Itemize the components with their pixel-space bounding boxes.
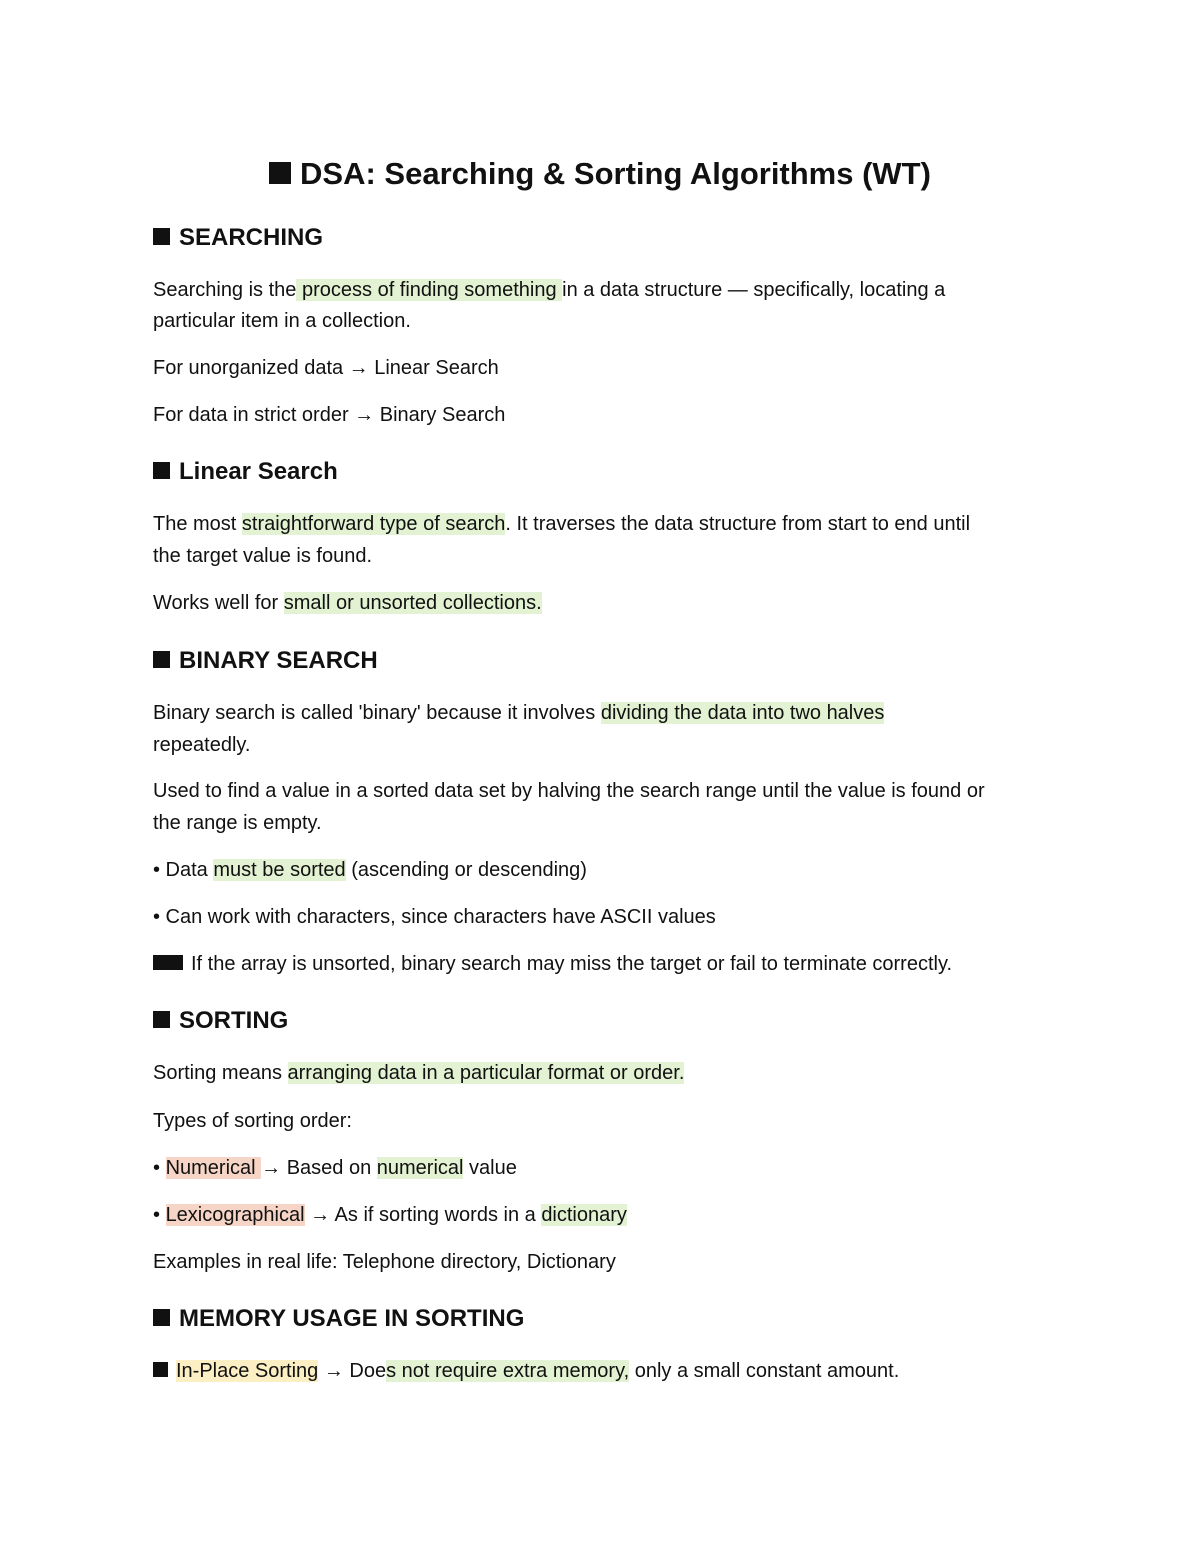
binary-bullet-2: • Can work with characters, since characters have ASCII values	[153, 906, 716, 928]
sorting-paragraph-2: Types of sorting order:	[153, 1110, 352, 1132]
heading-binary-search: BINARY SEARCH	[153, 646, 378, 676]
sorting-bullet-1: • Numerical → Based on numerical value	[153, 1157, 517, 1179]
highlight: In-Place Sorting	[176, 1360, 319, 1382]
linear-paragraph-1-line-1: The most straightforward type of search. It traverses the data structure from start to end until	[153, 513, 971, 535]
highlight: process of finding something	[296, 279, 563, 301]
linear-paragraph-2: Works well for small or unsorted collections.	[153, 592, 542, 614]
highlight: numerical	[376, 1157, 464, 1179]
searching-paragraph-3: For data in strict order → Binary Search	[153, 404, 506, 426]
linear-paragraph-1-line-2: the target value is found.	[153, 545, 373, 567]
square-icon	[153, 1011, 170, 1028]
sorting-paragraph-3: Examples in real life: Telephone directory, Dictionary	[153, 1251, 616, 1273]
memory-paragraph-1: In-Place Sorting → Does not require extra memory, only a small constant amount.	[153, 1355, 899, 1387]
square-icon	[153, 228, 170, 245]
square-icon	[153, 462, 170, 479]
highlight: dividing the data into two halves	[600, 702, 885, 724]
heading-memory-usage: MEMORY USAGE IN SORTING	[153, 1304, 524, 1334]
highlight: arranging data in a particular format or order.	[287, 1062, 685, 1084]
highlight: s not require extra memory,	[386, 1360, 630, 1382]
square-icon	[153, 651, 170, 668]
heading-searching: SEARCHING	[153, 223, 323, 253]
searching-paragraph-1-line-2: particular item in a collection.	[153, 310, 411, 332]
title-text: DSA: Searching & Sorting Algorithms (WT)	[300, 156, 931, 191]
binary-paragraph-1-line-1: Binary search is called 'binary' because it involves dividing the data into two halves	[153, 702, 885, 724]
square-icon	[153, 1309, 170, 1326]
highlight: straightforward type of search	[241, 513, 506, 535]
heading-sorting: SORTING	[153, 1006, 288, 1036]
searching-paragraph-1-line-1: Searching is the process of finding something in a data structure — specifically, locating a	[153, 279, 946, 301]
binary-paragraph-1-line-2: repeatedly.	[153, 734, 251, 756]
highlight: small or unsorted collections.	[283, 592, 542, 614]
warning-icon	[168, 955, 183, 970]
document-title	[0, 154, 1200, 194]
highlight: Lexicographical	[165, 1204, 305, 1226]
highlight: dictionary	[541, 1204, 627, 1226]
searching-paragraph-2: For unorganized data → Linear Search	[153, 357, 499, 379]
binary-bullet-1: • Data must be sorted (ascending or descending)	[153, 859, 587, 881]
heading-linear-search: Linear Search	[153, 457, 338, 487]
binary-warning: If the array is unsorted, binary search may miss the target or fail to terminate correctly.	[153, 948, 952, 980]
sorting-paragraph-1: Sorting means arranging data in a particular format or order.	[153, 1062, 685, 1084]
binary-paragraph-2-line-1: Used to find a value in a sorted data set by halving the search range until the value is found or	[153, 780, 985, 802]
binary-paragraph-2-line-2: the range is empty.	[153, 812, 322, 834]
sorting-bullet-2: • Lexicographical → As if sorting words in a dictionary	[153, 1204, 627, 1226]
warning-icon	[153, 955, 168, 970]
highlight: must be sorted	[213, 859, 346, 881]
highlight: Numerical	[165, 1157, 262, 1179]
square-icon	[269, 162, 291, 184]
square-icon	[153, 1362, 168, 1377]
